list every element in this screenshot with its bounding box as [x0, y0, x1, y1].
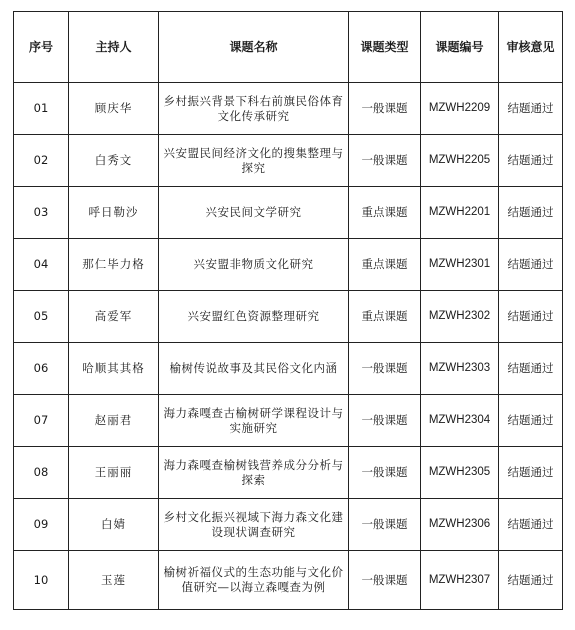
header-host: 主持人	[69, 12, 159, 83]
cell-no: 03	[14, 187, 69, 239]
cell-code: MZWH2304	[421, 395, 499, 447]
cell-host: 高爱军	[69, 291, 159, 343]
cell-no: 06	[14, 343, 69, 395]
project-review-table	[13, 11, 563, 610]
cell-type: 一般课题	[349, 499, 421, 551]
cell-no: 08	[14, 447, 69, 499]
cell-opinion: 结题通过	[499, 239, 563, 291]
cell-code: MZWH2306	[421, 499, 499, 551]
header-opinion: 审核意见	[499, 12, 563, 83]
cell-title: 乡村文化振兴视域下海力森文化建设现状调查研究	[159, 499, 349, 551]
cell-title: 乡村振兴背景下科右前旗民俗体育文化传承研究	[159, 83, 349, 135]
cell-opinion: 结题通过	[499, 551, 563, 610]
cell-no: 01	[14, 83, 69, 135]
cell-type: 一般课题	[349, 343, 421, 395]
cell-no: 05	[14, 291, 69, 343]
cell-opinion: 结题通过	[499, 291, 563, 343]
cell-no: 02	[14, 135, 69, 187]
table-header-row	[14, 12, 563, 83]
cell-type: 重点课题	[349, 291, 421, 343]
cell-code: MZWH2302	[421, 291, 499, 343]
cell-type: 一般课题	[349, 135, 421, 187]
table-row	[14, 499, 563, 551]
cell-type: 一般课题	[349, 551, 421, 610]
cell-title: 兴安盟民间经济文化的搜集整理与探究	[159, 135, 349, 187]
table-row	[14, 187, 563, 239]
cell-opinion: 结题通过	[499, 395, 563, 447]
cell-opinion: 结题通过	[499, 187, 563, 239]
cell-no: 10	[14, 551, 69, 610]
cell-code: MZWH2201	[421, 187, 499, 239]
table-row	[14, 83, 563, 135]
cell-type: 一般课题	[349, 395, 421, 447]
cell-no: 09	[14, 499, 69, 551]
cell-title: 海力森嘎查榆树钱营养成分分析与探索	[159, 447, 349, 499]
cell-type: 一般课题	[349, 447, 421, 499]
cell-opinion: 结题通过	[499, 83, 563, 135]
cell-code: MZWH2301	[421, 239, 499, 291]
cell-code: MZWH2305	[421, 447, 499, 499]
cell-code: MZWH2303	[421, 343, 499, 395]
cell-host: 玉莲	[69, 551, 159, 610]
cell-type: 一般课题	[349, 83, 421, 135]
header-title: 课题名称	[159, 12, 349, 83]
cell-no: 04	[14, 239, 69, 291]
cell-host: 赵丽君	[69, 395, 159, 447]
cell-host: 白婧	[69, 499, 159, 551]
cell-opinion: 结题通过	[499, 447, 563, 499]
table-row	[14, 551, 563, 610]
table-row	[14, 343, 563, 395]
cell-host: 王丽丽	[69, 447, 159, 499]
cell-title: 兴安民间文学研究	[159, 187, 349, 239]
cell-title: 榆树传说故事及其民俗文化内涵	[159, 343, 349, 395]
cell-no: 07	[14, 395, 69, 447]
cell-host: 哈顺其其格	[69, 343, 159, 395]
cell-title: 兴安盟非物质文化研究	[159, 239, 349, 291]
cell-title: 海力森嘎查古榆树研学课程设计与实施研究	[159, 395, 349, 447]
table-row	[14, 291, 563, 343]
cell-title: 榆树祈福仪式的生态功能与文化价值研究—以海立森嘎查为例	[159, 551, 349, 610]
cell-type: 重点课题	[349, 187, 421, 239]
cell-opinion: 结题通过	[499, 343, 563, 395]
table-row	[14, 239, 563, 291]
header-no: 序号	[14, 12, 69, 83]
table-row	[14, 135, 563, 187]
cell-host: 顾庆华	[69, 83, 159, 135]
cell-code: MZWH2205	[421, 135, 499, 187]
cell-code: MZWH2307	[421, 551, 499, 610]
cell-opinion: 结题通过	[499, 135, 563, 187]
table-row	[14, 395, 563, 447]
cell-host: 白秀文	[69, 135, 159, 187]
cell-type: 重点课题	[349, 239, 421, 291]
cell-host: 呼日勒沙	[69, 187, 159, 239]
cell-title: 兴安盟红色资源整理研究	[159, 291, 349, 343]
table-row	[14, 447, 563, 499]
header-type: 课题类型	[349, 12, 421, 83]
header-code: 课题编号	[421, 12, 499, 83]
cell-host: 那仁毕力格	[69, 239, 159, 291]
cell-opinion: 结题通过	[499, 499, 563, 551]
cell-code: MZWH2209	[421, 83, 499, 135]
